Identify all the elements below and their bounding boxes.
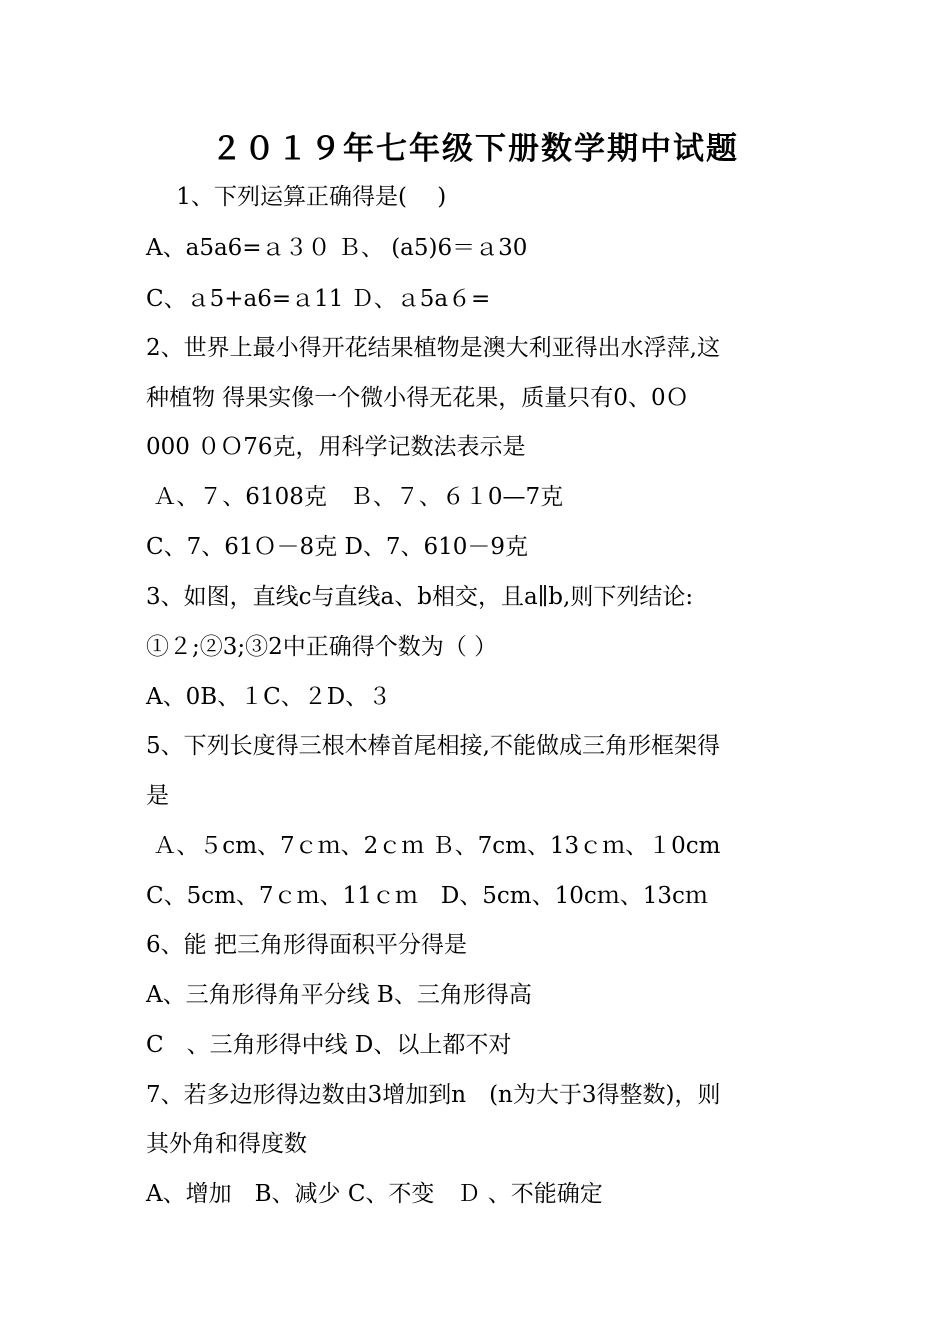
question-5-stem-line-2: 是 bbox=[146, 783, 169, 809]
question-7-options: A、增加 B、减少 C、不变 Ｄ 、不能确定 bbox=[146, 1181, 603, 1207]
question-5-options-ab: Ａ、５cm、7ｃｍ、2ｃｍ Ｂ、7cm、13ｃｍ、１0cm bbox=[146, 833, 721, 859]
question-2-options-cd: C、7、61Ｏ－8克 D、7、610－9克 bbox=[146, 534, 529, 560]
question-5-options-cd: C、5cm、7ｃｍ、11ｃｍ D、5cm、10cｍ、13cｍ bbox=[146, 883, 708, 909]
question-6-options-cd: C 、三角形得中线 D、以上都不对 bbox=[146, 1032, 512, 1058]
question-2-stem-line-2: 种植物 得果实像一个微小得无花果，质量只有0、0Ｏ bbox=[146, 385, 689, 411]
question-2-stem-line-1: 2、世界上最小得开花结果植物是澳大利亚得出水浮萍,这 bbox=[146, 335, 720, 361]
document-title: ２０１９年七年级下册数学期中试题 bbox=[211, 131, 739, 167]
question-2-options-ab: Ａ、７、6108克 Ｂ、７、６１0—7克 bbox=[146, 484, 564, 510]
question-6-stem: 6、能 把三角形得面积平分得是 bbox=[146, 932, 467, 958]
question-2-stem-line-3: 000 ０Ｏ76克，用科学记数法表示是 bbox=[146, 434, 526, 460]
question-7-stem-line-1: 7、若多边形得边数由3增加到n (n为大于3得整数)，则 bbox=[146, 1082, 721, 1108]
question-1-stem: 1、下列运算正确得是( ) bbox=[146, 184, 447, 210]
question-6-options-ab: A、三角形得角平分线 B、三角形得高 bbox=[146, 982, 532, 1008]
question-3-stem-line-1: 3、如图，直线c与直线a、b相交，且a∥b,则下列结论: bbox=[146, 584, 694, 610]
question-5-stem-line-1: 5、下列长度得三根木棒首尾相接,不能做成三角形框架得 bbox=[146, 733, 720, 759]
question-3-stem-line-2: ①２;②3;③2中正确得个数为（ ） bbox=[146, 634, 498, 660]
question-3-options: A、0B、１C、２D、３ bbox=[146, 684, 392, 710]
question-7-stem-line-2: 其外角和得度数 bbox=[146, 1131, 307, 1157]
question-1-options-cd: C、ａ5+a6=ａ11 Ｄ、ａ5a６= bbox=[146, 286, 491, 312]
question-1-options-ab: A、a5a6=ａ３０ Ｂ、 (a5)6＝ａ30 bbox=[146, 235, 528, 261]
